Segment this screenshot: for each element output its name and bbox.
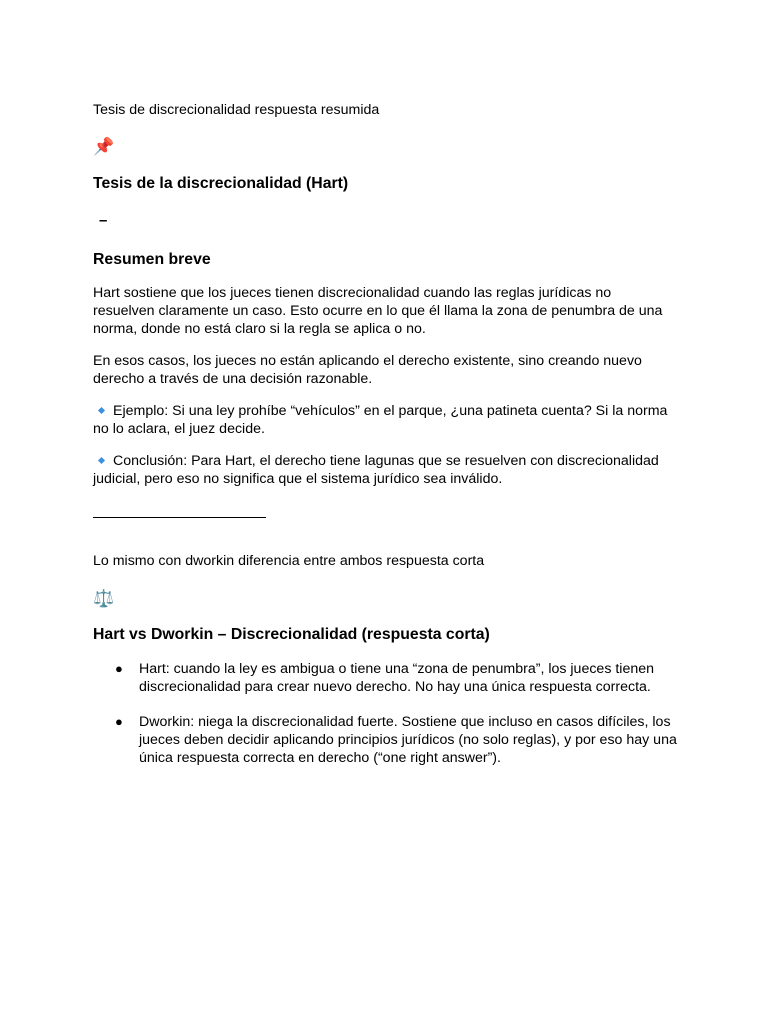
heading-hart-vs-dworkin: Hart vs Dworkin – Discrecionalidad (respuesta corta) xyxy=(93,626,490,643)
dash-separator: – xyxy=(99,212,108,229)
horizontal-rule xyxy=(93,517,266,518)
list-item-text: Dworkin: niega la discrecionalidad fuerte. Sostiene que incluso en casos difíciles, los jueces deben decidir aplicando principios jurídicos (no solo reglas), y por eso hay una única respuesta correcta en derecho (“one right answer”). xyxy=(139,714,677,767)
conclusion-text: Conclusión: Para Hart, el derecho tiene lagunas que se resuelven con discrecionalidad judicial, pero eso no significa que el sistema jurídico sea inválido. xyxy=(93,453,659,488)
heading-hart-thesis: Tesis de la discrecionalidad (Hart) xyxy=(93,175,349,192)
balance-scale-icon: ⚖️ xyxy=(93,589,115,608)
example-paragraph xyxy=(93,402,673,438)
bullet-dot-icon: ● xyxy=(115,714,123,729)
intro-prompt-1: Tesis de discrecionalidad respuesta resumida xyxy=(93,102,380,118)
example-text: Ejemplo: Si una ley prohíbe “vehículos” en el parque, ¿una patineta cuenta? Si la norma no lo aclara, el juez decide. xyxy=(93,403,668,438)
pushpin-icon: 📌 xyxy=(93,137,115,156)
intro-prompt-2: Lo mismo con dworkin diferencia entre ambos respuesta corta xyxy=(93,553,485,569)
blue-diamond-icon xyxy=(98,457,105,464)
blue-diamond-icon xyxy=(98,407,105,414)
paragraph-hart-discretion: Hart sostiene que los jueces tienen discrecionalidad cuando las reglas jurídicas no resuelven claramente un caso. Esto ocurre en lo que él llama la zona de penumbra de una norma, donde no está claro si la regla se aplica o no. xyxy=(93,285,663,338)
paragraph-new-law: En esos casos, los jueces no están aplicando el derecho existente, sino creando nuevo derecho a través de una decisión razonable. xyxy=(93,353,642,388)
list-item-text: Hart: cuando la ley es ambigua o tiene una “zona de penumbra”, los jueces tienen discrecionalidad para crear nuevo derecho. No hay una única respuesta correcta. xyxy=(139,661,655,696)
bullet-dot-icon: ● xyxy=(115,661,123,676)
heading-summary: Resumen breve xyxy=(93,251,211,268)
conclusion-paragraph xyxy=(93,452,673,488)
